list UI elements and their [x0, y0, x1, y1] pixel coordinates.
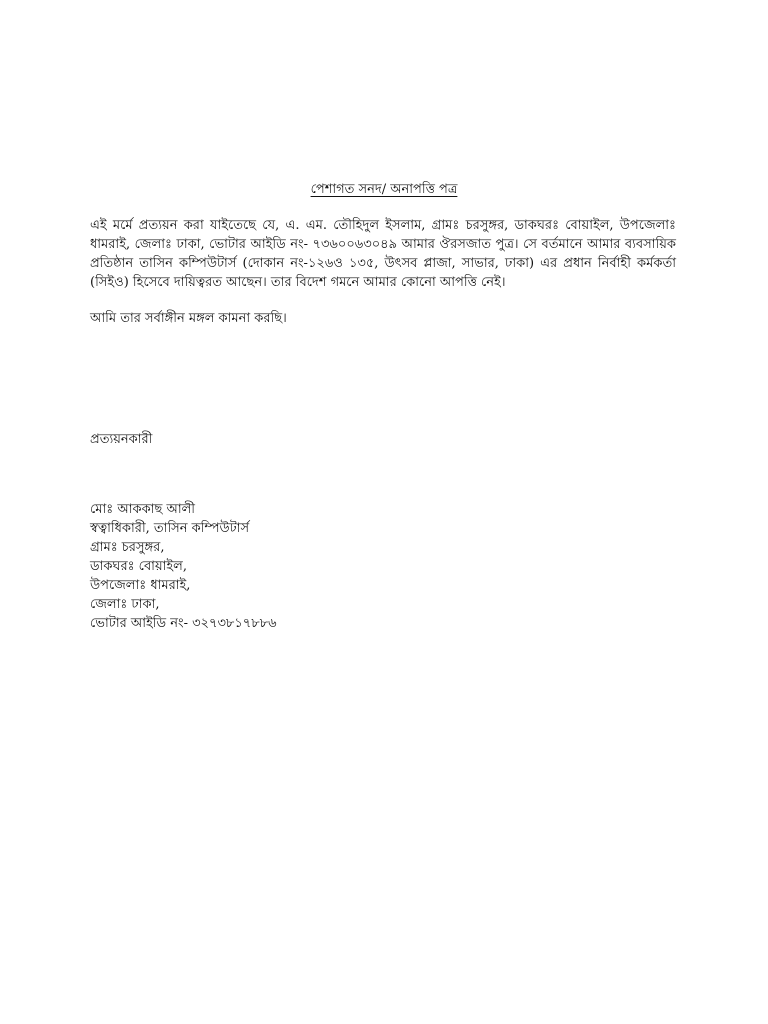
signatory-upazila: উপজেলাঃ ধামরাই,	[90, 578, 191, 593]
wish-line: আমি তার সর্বাঙ্গীন মঙ্গল কামনা করছি।	[90, 311, 287, 326]
signatory-post-office: ডাকঘরঃ বোয়াইল,	[90, 559, 187, 574]
signature-block	[90, 500, 277, 633]
attester-label: প্রত্যয়নকারী	[90, 432, 153, 447]
signatory-voter-id: ভোটার আইডি নং- ৩২৭৩৮১৭৮৮৬	[90, 616, 277, 631]
signatory-name: মোঃ আককাছ আলী	[90, 502, 196, 517]
signatory-district: জেলাঃ ঢাকা,	[90, 597, 160, 612]
document-title	[0, 181, 768, 199]
signatory-village: গ্রামঃ চরসুঙ্গর,	[90, 540, 165, 555]
certification-paragraph: এই মর্মে প্রত্যয়ন করা যাইতেছে যে, এ. এম. তৌহিদুল ইসলাম, গ্রামঃ চরসুঙ্গর, ডাকঘরঃ বোয়াইল, উপজেলাঃ ধামরাই, জেলাঃ ঢাকা, ভোটার আইডি নং- ৭৩৬০০৬৩০৪৯ আমার ঔরসজাত পুত্র। সে বর্তমানে আমার ব্যবসায়িক প্রতিষ্ঠান তাসিন কম্পিউটার্স (দোকান নং-১২৬ও ১৩৫, উৎসব প্লাজা, সাভার, ঢাকা) এর প্রধান নির্বাহী কর্মকর্তা (সিইও) হিসেবে দায়িত্বরত আছেন। তার বিদেশ গমনে আমার কোনো আপত্তি নেই।	[90, 218, 676, 290]
document-title-text: পেশাগত সনদ/ অনাপত্তি পত্র	[310, 182, 458, 197]
signatory-designation: স্বত্বাধিকারী, তাসিন কম্পিউটার্স	[90, 521, 250, 536]
